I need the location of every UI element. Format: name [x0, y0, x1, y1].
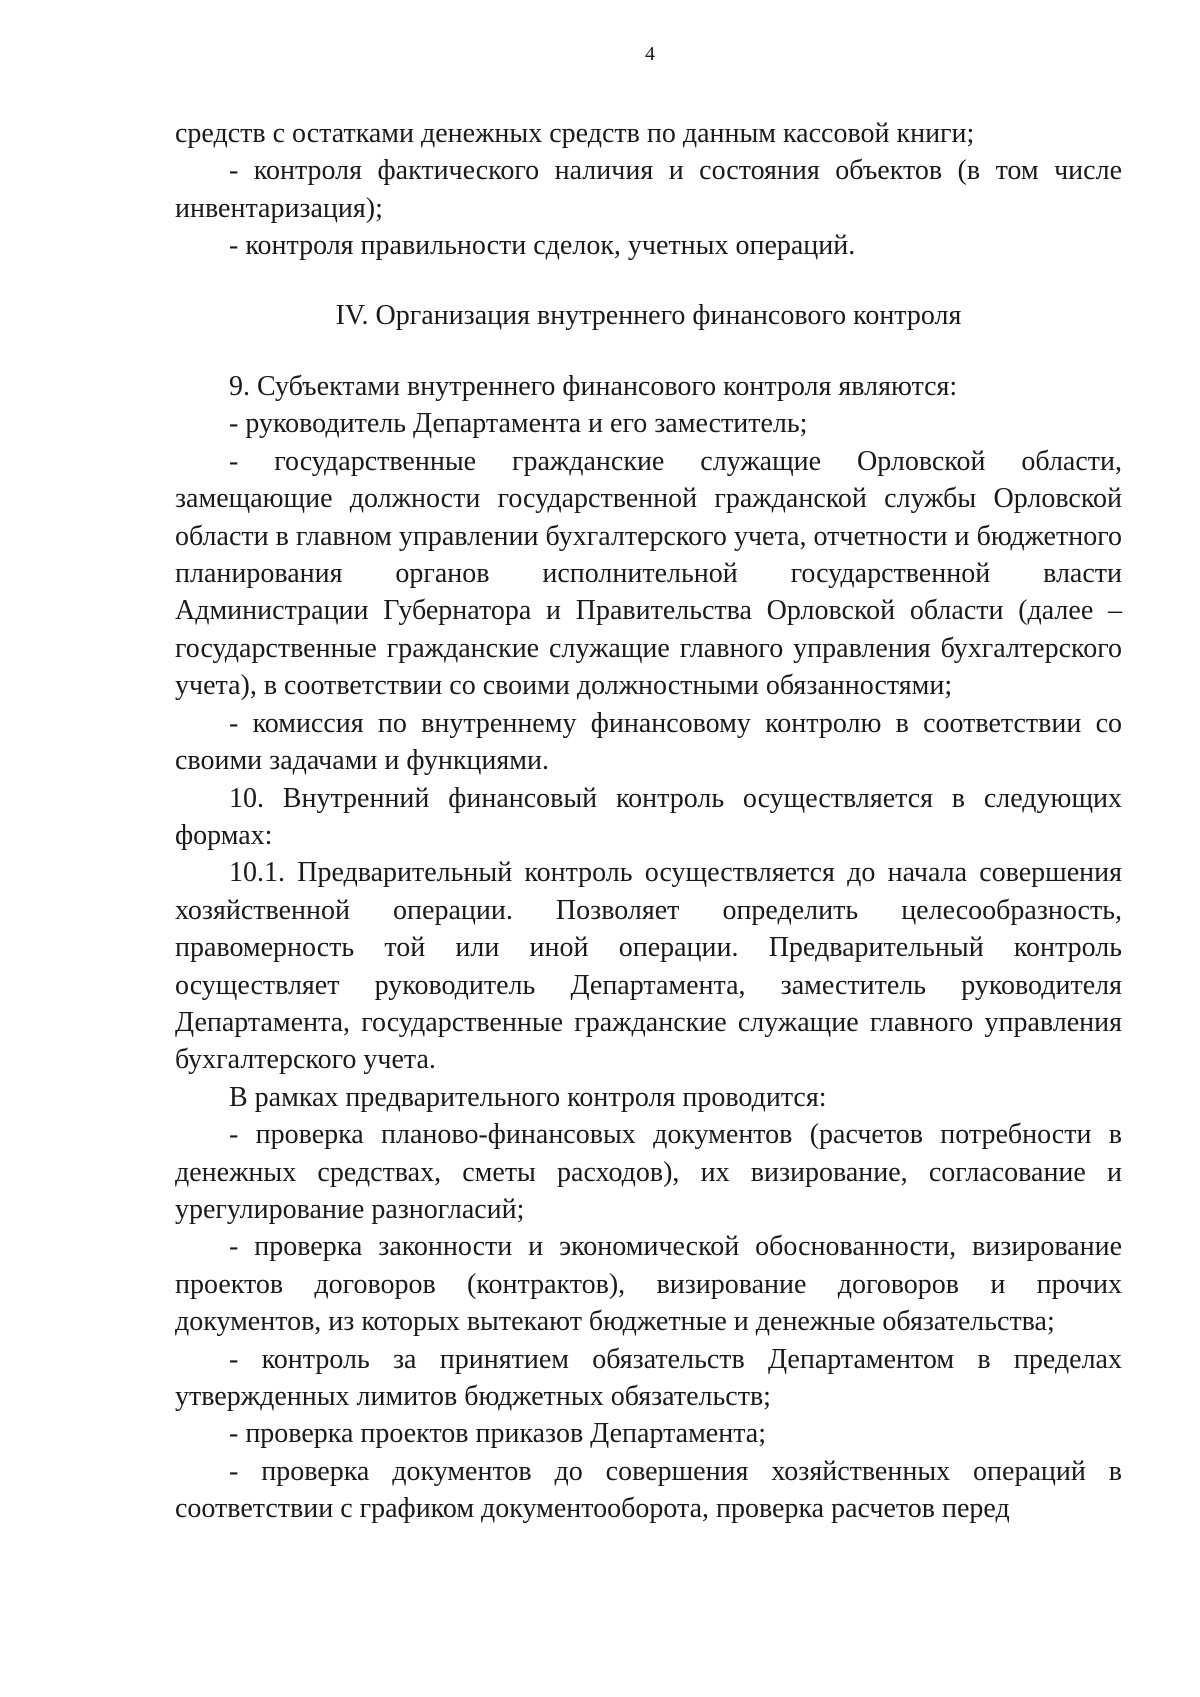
paragraph: - проверка планово-финансовых документов (расчетов потребности в денежных средствах, сметы расходов), их визирование, согласование и урегулирование разногласий;: [175, 1119, 1122, 1225]
paragraph: - проверка документов до совершения хозяйственных операций в соответствии с графиком документооборота, проверка расчетов перед: [175, 1455, 1122, 1525]
paragraph: - контроля фактического наличия и состояния объектов (в том числе инвентаризация);: [175, 155, 1122, 224]
document-body: [175, 115, 1122, 1528]
section-heading: IV. Организация внутреннего финансового контроля: [335, 299, 962, 331]
paragraph: - руководитель Департамента и его заместитель;: [229, 408, 808, 440]
paragraph: 10.1. Предварительный контроль осуществляется до начала совершения хозяйственной операции. Позволяет определить целесообразность, правомерность той или иной операции. Предварительный контроль осуществляет руководитель Департамента, заместитель руководителя Департамента, государственные гражданские служащие главного управления бухгалтерского учета.: [175, 857, 1122, 1076]
paragraph: - комиссия по внутреннему финансовому контролю в соответствии со своими задачами и функциями.: [175, 707, 1122, 777]
paragraph: - контроль за принятием обязательств Департаментом в пределах утвержденных лимитов бюджетных обязательств;: [175, 1343, 1122, 1412]
paragraph: В рамках предварительного контроля проводится:: [229, 1081, 827, 1113]
paragraph: - проверка проектов приказов Департамента;: [229, 1418, 767, 1450]
paragraph: - контроля правильности сделок, учетных операций.: [229, 230, 856, 262]
paragraph: средств с остатками денежных средств по данным кассовой книги;: [175, 118, 975, 149]
paragraph: - государственные гражданские служащие Орловской области, замещающие должности государственной гражданской службы Орловской области в главном управлении бухгалтерского учета, отчетности и бюджетного планирования органов исполнительной государственной власти Администрации Губернатора и Правительства Орловской области (далее – государственные гражданские служащие главного управления бухгалтерского учета), в соответствии со своими должностными обязанностями;: [175, 445, 1122, 702]
paragraph: 9. Субъектами внутреннего финансового контроля являются:: [229, 371, 958, 403]
paragraph: - проверка законности и экономической обоснованности, визирование проектов договоров (контрактов), визирование договоров и прочих документов, из которых вытекают бюджетные и денежные обязательства;: [175, 1231, 1122, 1338]
paragraph: 10. Внутренний финансовый контроль осуществляется в следующих формах:: [175, 782, 1122, 851]
page-number: 4: [645, 43, 655, 65]
